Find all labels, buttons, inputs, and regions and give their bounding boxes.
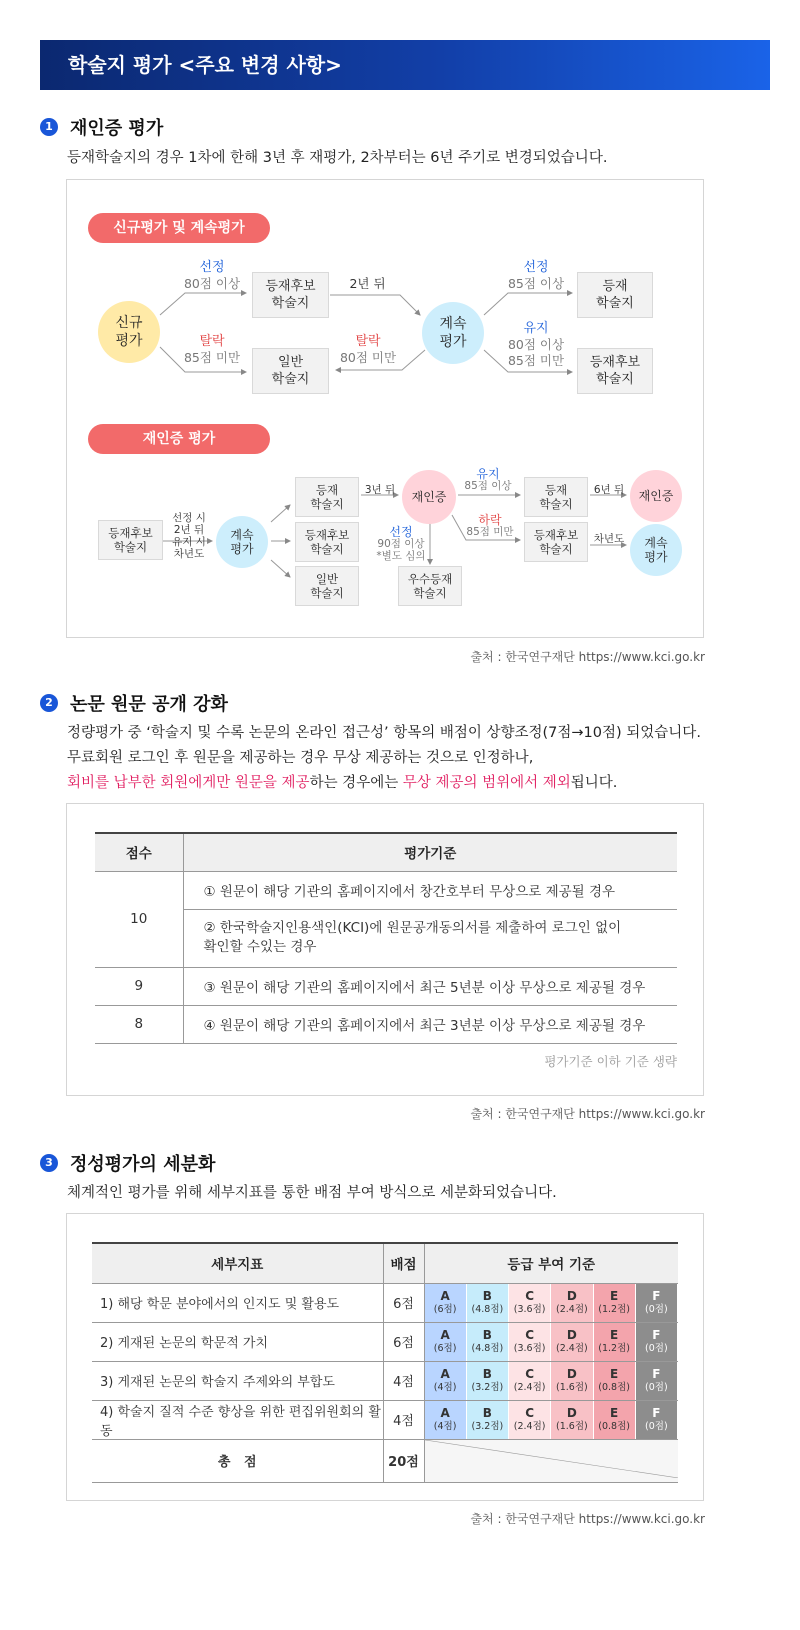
desc-line-1: 정량평가 중 ‘학술지 및 수록 논문의 온라인 접근성’ 항목의 배점이 상향조정(7점→10점) 되었습니다. — [67, 725, 701, 741]
grade-letter: A — [440, 1405, 450, 1420]
desc-line-2: 무료회원 로그인 후 원문을 제공하는 경우 무상 제공하는 것으로 인정하나, — [67, 750, 534, 766]
grade-letter: B — [482, 1405, 492, 1420]
grade-points: (4점) — [433, 1420, 457, 1432]
grade-chip-a — [425, 1284, 467, 1322]
header-score: 점수 — [95, 833, 183, 871]
criteria-table — [95, 832, 677, 1044]
node-general-journal: 일반 학술지 — [252, 348, 329, 394]
grades-cell — [424, 1400, 678, 1439]
grade-letter: A — [440, 1327, 450, 1342]
criteria-cell: ③ 원문이 해당 기관의 홈페이지에서 최근 5년분 이상 무상으로 제공될 경우 — [183, 967, 677, 1005]
desc-line-3: 회비를 납부한 회원에게만 원문을 제공하는 경우에는 무상 제공의 범위에서 제외됩니다. — [67, 775, 618, 791]
grade-letter: B — [482, 1327, 492, 1342]
grade-chip-f — [636, 1323, 678, 1361]
label-after-6yr: 6년 뒤 — [593, 484, 625, 496]
node-d2-continuous: 계속 평가 — [216, 516, 268, 568]
grade-chip-a — [425, 1401, 467, 1439]
section-number-badge: 2 — [40, 694, 58, 712]
header-grades: 등급 부여 기준 — [424, 1243, 678, 1283]
grade-chip-b — [467, 1401, 509, 1439]
grade-points: (6점) — [433, 1303, 457, 1315]
grade-chip-f — [636, 1284, 678, 1322]
node-excellent-journal: 우수등재 학술지 — [398, 566, 462, 606]
indicator-cell: 2) 게재된 논문의 학문적 가치 — [92, 1322, 383, 1361]
section-title-text: 재인증 평가 — [70, 118, 164, 139]
grade-chip-c — [509, 1284, 551, 1322]
node-registered-journal: 등재 학술지 — [577, 272, 653, 318]
grade-row — [92, 1361, 678, 1400]
total-points: 20점 — [383, 1439, 424, 1482]
indicator-cell: 3) 게재된 논문의 학술지 주제와의 부합도 — [92, 1361, 383, 1400]
node-continuous-2: 계속 평가 — [630, 524, 682, 576]
grade-letter: E — [610, 1288, 619, 1303]
node-d2-registered: 등재 학술지 — [295, 477, 359, 517]
header-points: 배점 — [383, 1243, 424, 1283]
grade-points: (2.4점) — [556, 1342, 588, 1354]
grade-letter: F — [652, 1405, 661, 1420]
grade-points: (3.6점) — [513, 1342, 546, 1354]
grade-chip-d — [551, 1401, 593, 1439]
grade-letter: D — [566, 1288, 577, 1303]
grade-letter: A — [440, 1366, 450, 1381]
grade-points: (2.4점) — [513, 1420, 546, 1432]
grade-points: (0점) — [645, 1303, 668, 1315]
node-new-eval: 신규 평가 — [98, 301, 160, 363]
grade-chip-a — [425, 1323, 467, 1361]
grade-letter: C — [525, 1327, 535, 1342]
grade-chip-f — [636, 1401, 678, 1439]
grade-chip-c — [509, 1401, 551, 1439]
section-number-badge: 1 — [40, 118, 58, 136]
criteria-cell: ② 한국학술지인용색인(KCI)에 원문공개동의서를 제출하여 로그인 없이 확인할 수있는 경우 — [183, 909, 677, 967]
grade-chip-f — [636, 1362, 678, 1400]
grade-points: (2.4점) — [513, 1381, 546, 1393]
grade-points: (0.8점) — [598, 1420, 630, 1432]
grade-letter: E — [610, 1327, 619, 1342]
grade-letter: F — [652, 1366, 661, 1381]
grade-letter: D — [566, 1327, 577, 1342]
label-d2-keep: 유지 85점 이상 — [464, 467, 512, 492]
grade-chip-e — [594, 1362, 636, 1400]
node-d2-candidate: 등재후보 학술지 — [98, 520, 163, 560]
grade-letter: F — [652, 1288, 661, 1303]
grade-points: (1.6점) — [556, 1381, 588, 1393]
score-cell: 8 — [95, 1005, 183, 1043]
section-number-badge: 3 — [40, 1154, 58, 1172]
label-d2-down: 하락 85점 미만 — [466, 513, 514, 538]
total-label: 총 점 — [92, 1439, 383, 1482]
pill-new-eval: 신규평가 및 계속평가 — [88, 213, 270, 243]
grade-points: (0점) — [645, 1342, 668, 1354]
section2-title — [40, 690, 228, 716]
grade-letter: C — [525, 1288, 535, 1303]
source-2: 출처 : 한국연구재단 https://www.kci.go.kr — [470, 1107, 705, 1121]
grade-chip-e — [594, 1323, 636, 1361]
diagonal-line — [425, 1440, 679, 1478]
grade-points: (1.2점) — [598, 1342, 630, 1354]
header-criteria: 평가기준 — [183, 833, 677, 871]
label-fail2: 탈락 80점 미만 — [339, 334, 397, 365]
grade-chip-b — [467, 1362, 509, 1400]
section3-desc: 체계적인 평가를 위해 세부지표를 통한 배점 부여 방식으로 세분화되었습니다. — [67, 1185, 557, 1201]
pill-recert: 재인증 평가 — [88, 424, 270, 454]
grade-points: (0점) — [645, 1381, 668, 1393]
page-header: 학술지 평가 <주요 변경 사항> — [40, 40, 770, 90]
label-after-2yr: 2년 뒤 — [349, 276, 386, 291]
grade-chip-e — [594, 1401, 636, 1439]
grade-points: (0점) — [645, 1420, 668, 1432]
label-fail: 탈락 85점 미만 — [183, 334, 241, 365]
grade-points: (0.8점) — [598, 1381, 630, 1393]
label-d2-condition: 선정 시 2년 뒤 유지 시 차년도 — [172, 512, 206, 560]
grades-cell — [424, 1322, 678, 1361]
points-cell: 4점 — [383, 1400, 424, 1439]
grade-letter: A — [440, 1288, 450, 1303]
section2-desc — [67, 721, 787, 796]
grade-points: (2.4점) — [556, 1303, 588, 1315]
points-cell: 4점 — [383, 1361, 424, 1400]
section-title-text: 정성평가의 세분화 — [70, 1154, 216, 1175]
points-cell: 6점 — [383, 1322, 424, 1361]
node-candidate-journal-2: 등재후보 학술지 — [577, 348, 653, 394]
label-d2-select: 선정 90점 이상 *별도 심의 — [376, 525, 426, 562]
grade-chip-c — [509, 1362, 551, 1400]
indicator-cell: 1) 해당 학문 분야에서의 인지도 및 활용도 — [92, 1283, 383, 1322]
grade-table — [92, 1242, 678, 1483]
grade-points: (3.2점) — [471, 1381, 504, 1393]
grade-points: (4.8점) — [471, 1342, 504, 1354]
grade-chip-a — [425, 1362, 467, 1400]
grade-chip-d — [551, 1362, 593, 1400]
source-3: 출처 : 한국연구재단 https://www.kci.go.kr — [470, 1512, 705, 1526]
node-continuous-eval: 계속 평가 — [422, 302, 484, 364]
grade-row — [92, 1283, 678, 1322]
grade-letter: C — [525, 1366, 535, 1381]
score-cell: 9 — [95, 967, 183, 1005]
node-recert: 재인증 — [402, 470, 456, 524]
grade-letter: E — [610, 1366, 619, 1381]
grade-chip-e — [594, 1284, 636, 1322]
grade-letter: C — [525, 1405, 535, 1420]
node-candidate-journal: 등재후보 학술지 — [252, 272, 329, 318]
node-d2-candidate-3: 등재후보 학술지 — [524, 522, 588, 562]
node-recert-2: 재인증 — [630, 470, 682, 522]
node-d2-general: 일반 학술지 — [295, 566, 359, 606]
grade-chip-d — [551, 1284, 593, 1322]
grade-letter: B — [482, 1288, 492, 1303]
grade-points: (1.2점) — [598, 1303, 630, 1315]
criteria-cell: ① 원문이 해당 기관의 홈페이지에서 창간호부터 무상으로 제공될 경우 — [183, 871, 677, 909]
grade-points: (3.6점) — [513, 1303, 546, 1315]
grade-chip-b — [467, 1284, 509, 1322]
score-cell: 10 — [95, 871, 183, 967]
grade-points: (1.6점) — [556, 1420, 588, 1432]
grade-chip-b — [467, 1323, 509, 1361]
section3-title — [40, 1150, 215, 1176]
section1-desc: 등재학술지의 경우 1차에 한해 3년 후 재평가, 2차부터는 6년 주기로 변경되었습니다. — [67, 150, 608, 166]
label-next-year: 차년도 — [593, 533, 625, 545]
grade-letter: E — [610, 1405, 619, 1420]
node-d2-registered-2: 등재 학술지 — [524, 477, 588, 517]
grade-points: (4.8점) — [471, 1303, 504, 1315]
grade-chip-c — [509, 1323, 551, 1361]
section-title-text: 논문 원문 공개 강화 — [70, 694, 228, 715]
grade-letter: F — [652, 1327, 661, 1342]
node-d2-candidate-2: 등재후보 학술지 — [295, 522, 359, 562]
source-1: 출처 : 한국연구재단 https://www.kci.go.kr — [470, 650, 705, 664]
indicator-cell: 4) 학술지 질적 수준 향상을 위한 편집위원회의 활동 — [92, 1400, 383, 1439]
criteria-cell: ④ 원문이 해당 기관의 홈페이지에서 최근 3년분 이상 무상으로 제공될 경우 — [183, 1005, 677, 1043]
grade-points: (6점) — [433, 1342, 457, 1354]
points-cell: 6점 — [383, 1283, 424, 1322]
grade-points: (4점) — [433, 1381, 457, 1393]
label-select2: 선정 85점 이상 — [507, 260, 565, 291]
grade-chip-d — [551, 1323, 593, 1361]
label-keep: 유지 80점 이상 85점 미만 — [507, 321, 565, 368]
grade-points: (3.2점) — [471, 1420, 504, 1432]
grade-letter: B — [482, 1366, 492, 1381]
total-empty-cell — [424, 1439, 678, 1482]
grades-cell — [424, 1283, 678, 1322]
table-note: 평가기준 이하 기준 생략 — [544, 1054, 677, 1069]
grade-row — [92, 1400, 678, 1439]
header-indicator: 세부지표 — [92, 1243, 383, 1283]
label-select: 선정 80점 이상 — [183, 260, 241, 291]
grades-cell — [424, 1361, 678, 1400]
label-after-3yr: 3년 뒤 — [364, 484, 396, 496]
grade-letter: D — [566, 1405, 577, 1420]
grade-letter: D — [566, 1366, 577, 1381]
grade-row — [92, 1322, 678, 1361]
